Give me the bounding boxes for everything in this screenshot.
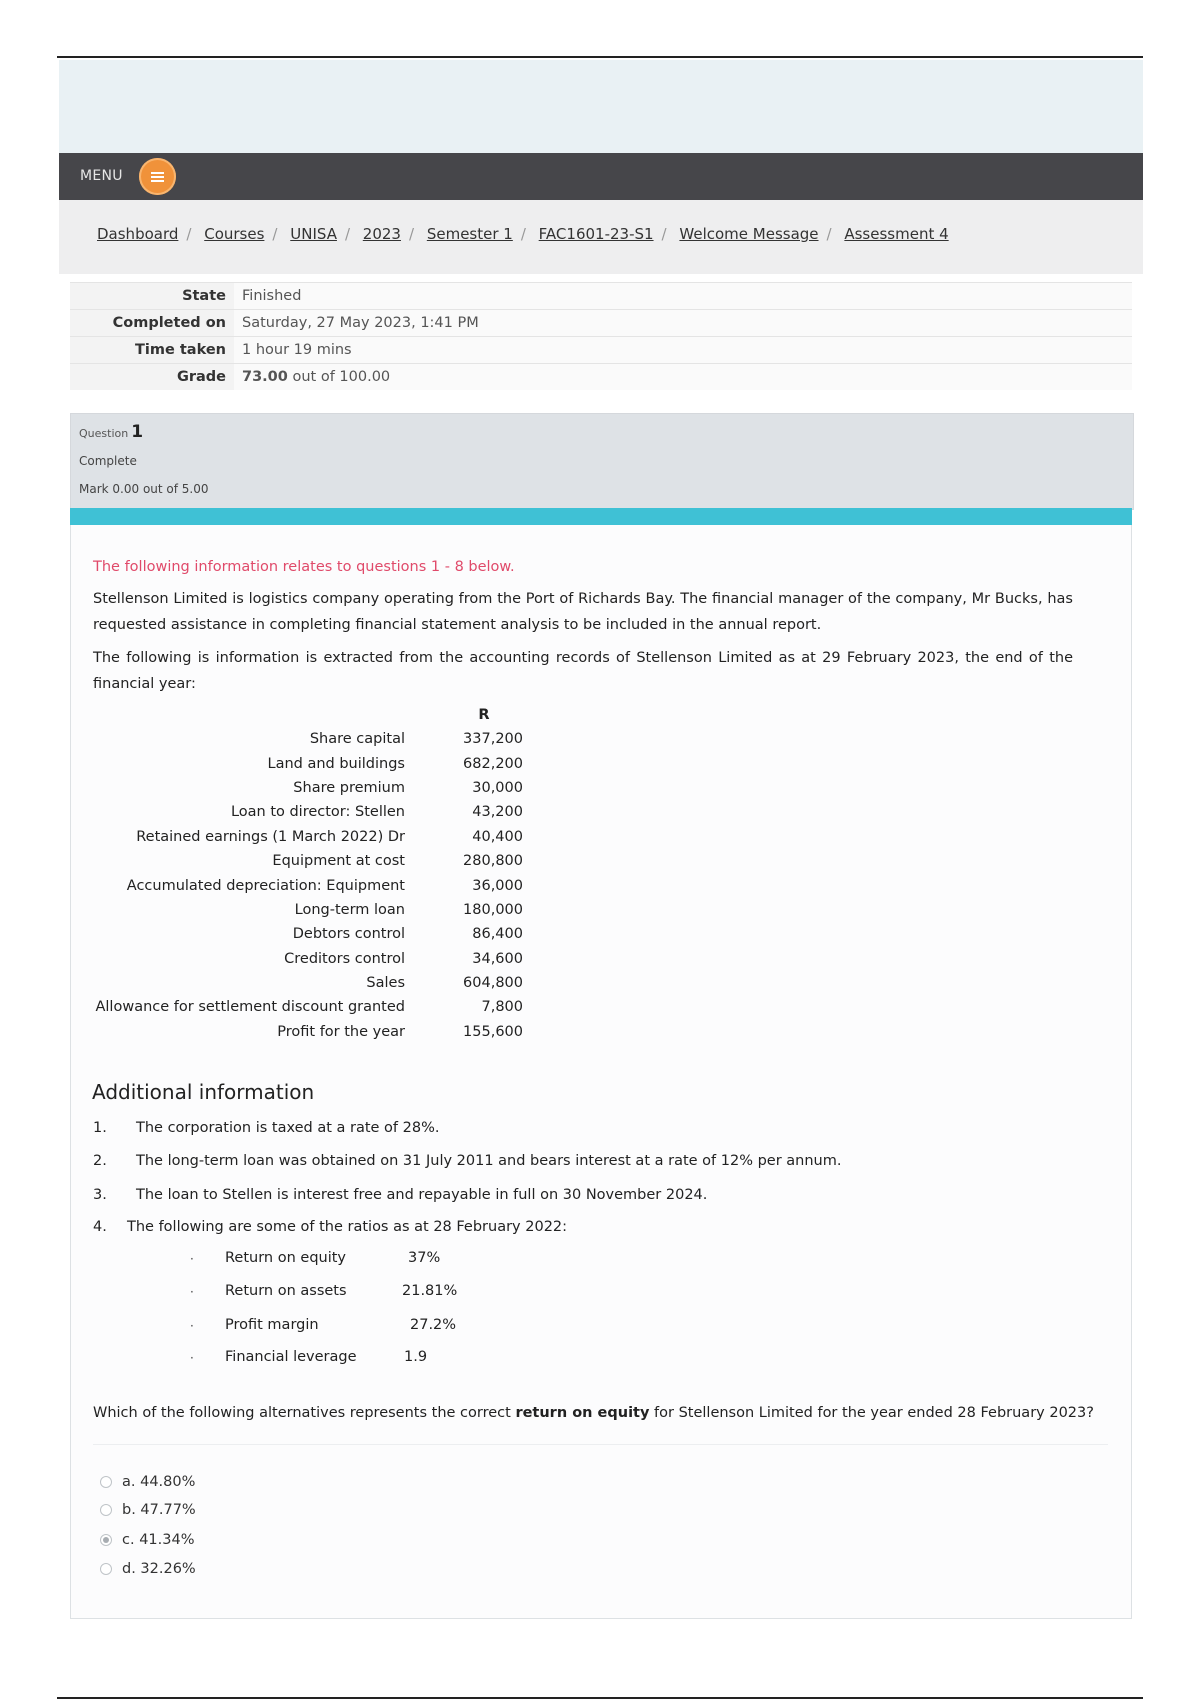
breadcrumb-link-welcome[interactable]: Welcome Message — [679, 225, 819, 243]
grade-suffix: out of 100.00 — [292, 369, 391, 385]
list-item: The following are some of the ratios as at 28 February 2022: — [127, 1219, 568, 1235]
table-row — [90, 751, 523, 775]
account-amount: 43,200 — [472, 804, 523, 821]
prompt-text: for Stellenson Limited for the year ended 28 February 2023? — [649, 1405, 1094, 1421]
account-name: Accumulated depreciation: Equipment — [126, 877, 405, 894]
account-amount: 86,400 — [472, 926, 523, 943]
breadcrumb-separator: / — [661, 225, 667, 243]
account-amount: 280,800 — [463, 853, 523, 870]
question-prompt — [93, 1405, 1094, 1421]
account-amount: 155,600 — [463, 1023, 523, 1040]
summary-label: Completed on — [70, 310, 234, 337]
account-amount: 30,000 — [472, 779, 523, 796]
account-name: Share capital — [309, 731, 405, 748]
account-name: Retained earnings (1 March 2022) Dr — [136, 828, 405, 845]
account-name: Equipment at cost — [272, 853, 405, 870]
account-name: Share premium — [293, 779, 405, 796]
summary-row-grade — [70, 364, 1132, 391]
account-name: Long-term loan — [294, 901, 405, 918]
breadcrumb-link-assessment[interactable]: Assessment 4 — [844, 225, 949, 243]
question-info-panel — [70, 413, 1134, 510]
breadcrumb-link-course[interactable]: FAC1601-23-S1 — [538, 225, 654, 243]
table-row — [90, 727, 523, 751]
account-name: Creditors control — [284, 950, 405, 967]
account-amount: 36,000 — [472, 877, 523, 894]
option-label: a. 44.80% — [122, 1474, 196, 1490]
bullet-dot: · — [190, 1319, 194, 1333]
account-amount: 7,800 — [481, 999, 523, 1016]
question-number-value: 1 — [131, 422, 144, 442]
ratio-value: 37% — [408, 1250, 441, 1266]
list-number: 1. — [93, 1120, 107, 1136]
account-amount: 180,000 — [463, 901, 523, 918]
summary-value — [234, 364, 1132, 391]
prompt-emphasis: return on equity — [515, 1405, 650, 1421]
menu-button[interactable] — [139, 158, 176, 195]
list-number: 2. — [93, 1153, 107, 1169]
option-label: c. 41.34% — [122, 1532, 195, 1548]
prompt-text: Which of the following alternatives represents the correct — [93, 1405, 516, 1421]
radio-button[interactable] — [100, 1504, 112, 1516]
answer-divider — [93, 1444, 1108, 1445]
option-label: d. 32.26% — [122, 1561, 196, 1577]
breadcrumb-link-unisa[interactable]: UNISA — [290, 225, 337, 243]
breadcrumb-separator: / — [520, 225, 526, 243]
account-name: Sales — [366, 975, 405, 992]
account-amount: 604,800 — [463, 975, 523, 992]
table-row — [90, 825, 523, 849]
summary-row-time — [70, 337, 1132, 364]
question-divider-bar — [70, 508, 1132, 525]
question-mark: Mark 0.00 out of 5.00 — [79, 482, 209, 496]
table-row — [90, 1020, 523, 1044]
question-paragraph-1: Stellenson Limited is logistics company operating from the Port of Richards Bay. The financial manager of the company, Mr Bucks, has requested assistance in completing financial statement analysis to be included in the annual report. — [93, 591, 1073, 633]
bullet-dot: · — [190, 1285, 194, 1299]
list-number: 3. — [93, 1187, 107, 1203]
account-amount: 34,600 — [472, 950, 523, 967]
breadcrumb-separator: / — [826, 225, 832, 243]
ratio-value: 21.81% — [402, 1283, 458, 1299]
option-label: b. 47.77% — [122, 1502, 196, 1518]
list-item: The long-term loan was obtained on 31 July 2011 and bears interest at a rate of 12% per annum. — [136, 1153, 842, 1169]
account-name: Debtors control — [292, 926, 405, 943]
table-row — [90, 776, 523, 800]
table-row — [90, 922, 523, 946]
account-amount: 337,200 — [463, 731, 523, 748]
page-bottom-rule — [57, 1697, 1143, 1699]
account-name: Land and buildings — [267, 755, 405, 772]
breadcrumb-separator: / — [344, 225, 351, 243]
list-item: The corporation is taxed at a rate of 28%. — [136, 1120, 440, 1136]
answer-option-a[interactable] — [100, 1474, 195, 1490]
question-paragraph-2: The following is information is extracted from the accounting records of Stellenson Limited as at 29 February 2023, the end of the financial year: — [93, 650, 1073, 692]
answer-option-b[interactable] — [100, 1502, 196, 1518]
bullet-dot: · — [190, 1252, 194, 1266]
breadcrumb-separator: / — [408, 225, 415, 243]
radio-button-selected[interactable] — [100, 1534, 112, 1546]
account-amount: 40,400 — [472, 828, 523, 845]
top-navbar — [59, 153, 1143, 200]
ratio-label: Profit margin — [225, 1317, 319, 1333]
ratio-value: 27.2% — [410, 1317, 457, 1333]
breadcrumb-separator: / — [272, 225, 278, 243]
site-header — [59, 60, 1143, 153]
page-top-rule — [57, 56, 1143, 58]
grade-score: 73.00 — [242, 369, 288, 385]
question-number — [79, 422, 143, 442]
summary-label: Time taken — [70, 337, 234, 364]
bullet-dot: · — [190, 1351, 194, 1365]
account-name: Profit for the year — [277, 1023, 405, 1040]
question-number-label: Question — [79, 427, 129, 440]
hamburger-icon — [151, 176, 164, 178]
table-row — [90, 800, 523, 824]
additional-info-heading: Additional information — [92, 1080, 315, 1104]
breadcrumb-link-courses[interactable]: Courses — [204, 225, 265, 243]
answer-option-c[interactable] — [100, 1532, 194, 1548]
account-name: Allowance for settlement discount granted — [95, 999, 405, 1016]
table-row — [90, 971, 523, 995]
account-amount: 682,200 — [463, 755, 523, 772]
table-row — [90, 898, 523, 922]
ratio-label: Return on equity — [225, 1250, 347, 1266]
list-item: The loan to Stellen is interest free and repayable in full on 30 November 2024. — [136, 1187, 708, 1203]
table-row — [90, 873, 523, 897]
menu-label[interactable]: MENU — [80, 168, 123, 184]
summary-row-state — [70, 283, 1132, 310]
table-header-row — [90, 703, 523, 727]
table-row — [90, 995, 523, 1019]
list-number: 4. — [93, 1219, 107, 1235]
account-name: Loan to director: Stellen — [230, 804, 405, 821]
ratio-label: Return on assets — [225, 1283, 347, 1299]
summary-value: Saturday, 27 May 2023, 1:41 PM — [234, 310, 1132, 337]
summary-value: 1 hour 19 mins — [234, 337, 1132, 364]
answer-option-d[interactable] — [100, 1561, 196, 1577]
summary-label: Grade — [70, 364, 234, 391]
breadcrumb-link-semester[interactable]: Semester 1 — [426, 225, 513, 243]
summary-row-completed — [70, 310, 1132, 337]
radio-button[interactable] — [100, 1476, 112, 1488]
breadcrumb — [97, 225, 949, 243]
table-row — [90, 947, 523, 971]
breadcrumb-link-dashboard[interactable]: Dashboard — [97, 225, 179, 243]
ratio-value: 1.9 — [404, 1349, 428, 1365]
radio-button[interactable] — [100, 1563, 112, 1575]
summary-label: State — [70, 283, 234, 310]
table-row — [90, 849, 523, 873]
attempt-summary-table — [70, 282, 1132, 390]
currency-header: R — [478, 707, 490, 723]
question-intro: The following information relates to questions 1 - 8 below. — [93, 559, 515, 575]
breadcrumb-separator: / — [186, 225, 192, 243]
breadcrumb-link-2023[interactable]: 2023 — [362, 225, 401, 243]
summary-value: Finished — [234, 283, 1132, 310]
question-state: Complete — [79, 454, 137, 468]
financial-data-table — [90, 703, 523, 1044]
ratio-label: Financial leverage — [225, 1349, 357, 1365]
